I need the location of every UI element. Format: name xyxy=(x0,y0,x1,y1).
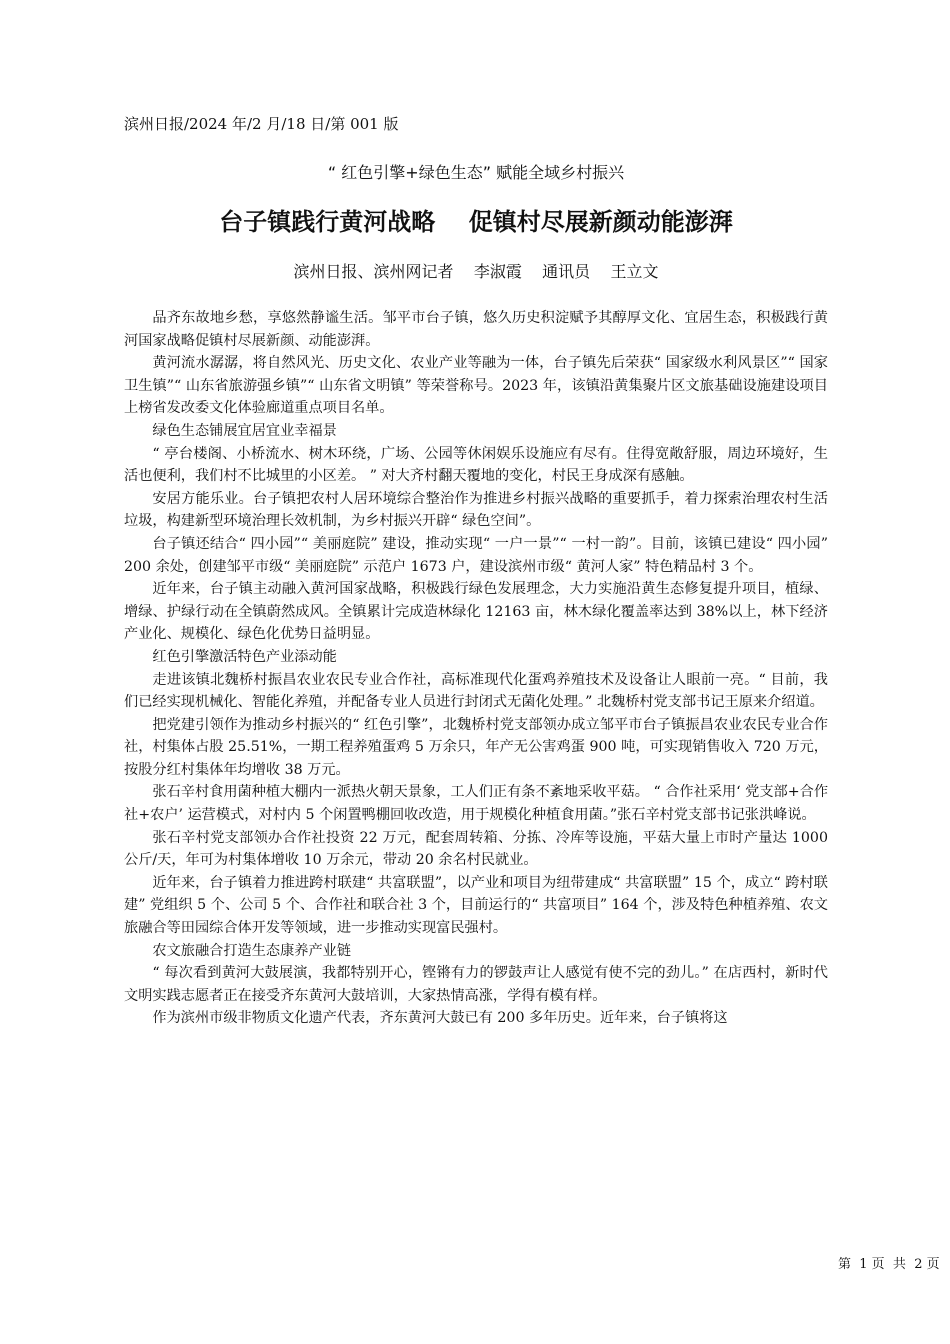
paragraph: “ 亭台楼阁、小桥流水、树木环绕，广场、公园等休闲娱乐设施应有尽有。住得宽敞舒服，周边环境好，生活也便利，我们村不比城里的小区差。 ” 对大齐村翻天覆地的变化，村民王身成深有感触。 xyxy=(124,445,828,485)
paragraph: 台子镇还结合“ 四小园”“ 美丽庭院” 建设，推动实现“ 一户一景”“ 一村一韵”。目前，该镇已建设“ 四小园” 200 余处，创建邹平市级“ 美丽庭院” 示范户 1673 户，建设滨州市级“ 黄河人家” 特色精品村 3 个。 xyxy=(124,535,828,575)
paragraph: “ 每次看到黄河大鼓展演，我都特别开心，铿锵有力的锣鼓声让人感觉有使不完的劲儿。” 在店西村，新时代文明实践志愿者正在接受齐东黄河大鼓培训，大家热情高涨，学得有模有样。 xyxy=(124,965,828,1004)
source-line: 滨州日报/2024 年/2 月/18 日/第 001 版 xyxy=(124,115,399,133)
paragraph: 张石辛村党支部领办合作社投资 22 万元，配套周转箱、分拣、冷库等设施，平菇大量上市时产量达 1000 公斤/天，年可为村集体增收 10 万余元，带动 20 余名村民就业。 xyxy=(124,829,828,869)
paragraph: 近年来，台子镇着力推进跨村联建“ 共富联盟”，以产业和项目为纽带建成“ 共富联盟” 15 个，成立“ 跨村联建” 党组织 5 个、公司 5 个、合作社和联合社 3 个，目前运行的“ 共富项目” 164 个，涉及特色种植养殖、农文旅融合等田园综合体开发等领域，进一步推动实现富民强村。 xyxy=(124,874,828,937)
paragraph: 黄河流水潺潺，将自然风光、历史文化、农业产业等融为一体，台子镇先后荣获“ 国家级水利风景区”“ 国家卫生镇”“ 山东省旅游强乡镇”“ 山东省文明镇” 等荣誉称号。2023 年，该镇沿黄集聚片区文旅基础设施建设项目上榜省发改委文化体验廊道重点项目名单。 xyxy=(124,355,828,417)
section-heading: 红色引擎激活特色产业添动能 xyxy=(152,648,337,665)
document-page xyxy=(124,112,940,1272)
article-headline: 台子镇践行黄河战略 促镇村尽展新颜动能澎湃 xyxy=(219,208,733,236)
paragraph: 张石辛村食用菌种植大棚内一派热火朝天景象，工人们正有条不紊地采收平菇。 “ 合作社采用‘ 党支部+合作社+农户’ 运营模式，对村内 5 个闲置鸭棚回收改造，用于规模化种植食用菌。”张石辛村党支部书记张洪峰说。 xyxy=(124,784,829,824)
section-heading: 农文旅融合打造生态康养产业链 xyxy=(152,942,352,959)
paragraph: 近年来，台子镇主动融入黄河国家战略，积极践行绿色发展理念，大力实施沿黄生态修复提升项目，植绿、增绿、护绿行动在全镇蔚然成风。全镇累计完成造林绿化 12163 亩，林木绿化覆盖率达到 38%以上，林下经济产业化、规模化、绿色化优势日益明显。 xyxy=(124,581,828,643)
paragraph: 走进该镇北魏桥村振昌农业农民专业合作社，高标准现代化蛋鸡养殖技术及设备让人眼前一亮。“ 目前，我们已经实现机械化、智能化养殖，并配备专业人员进行封闭式无菌化处理。” 北魏桥村党支部书记王原来介绍道。 xyxy=(124,671,828,711)
paragraph: 安居方能乐业。台子镇把农村人居环境综合整治作为推进乡村振兴战略的重要抓手，着力探索治理农村生活垃圾，构建新型环境治理长效机制，为乡村振兴开辟“ 绿色空间”。 xyxy=(124,490,828,530)
section-heading: 绿色生态铺展宜居宜业幸福景 xyxy=(152,422,337,439)
page-number: 第 1 页 共 2 页 xyxy=(838,1257,940,1272)
paragraph: 品齐东故地乡愁，享悠然静谧生活。邹平市台子镇，悠久历史积淀赋予其醇厚文化、宜居生态，积极践行黄河国家战略促镇村尽展新颜、动能澎湃。 xyxy=(124,310,828,349)
paragraph: 作为滨州市级非物质文化遗产代表，齐东黄河大鼓已有 200 多年历史。近年来，台子镇将这 xyxy=(152,1010,728,1027)
article-body xyxy=(124,307,828,1030)
article-byline: 滨州日报、滨州网记者 李淑霞 通讯员 王立文 xyxy=(293,262,659,281)
article-subtitle: “ 红色引擎+绿色生态” 赋能全域乡村振兴 xyxy=(327,163,625,182)
paragraph: 把党建引领作为推动乡村振兴的“ 红色引擎”，北魏桥村党支部领办成立邹平市台子镇振昌农业农民专业合作社，村集体占股 25.51%，一期工程养殖蛋鸡 5 万余只，年产无公害鸡蛋 900 吨，可实现销售收入 720 万元，按股分红村集体年均增收 38 万元。 xyxy=(124,716,828,778)
